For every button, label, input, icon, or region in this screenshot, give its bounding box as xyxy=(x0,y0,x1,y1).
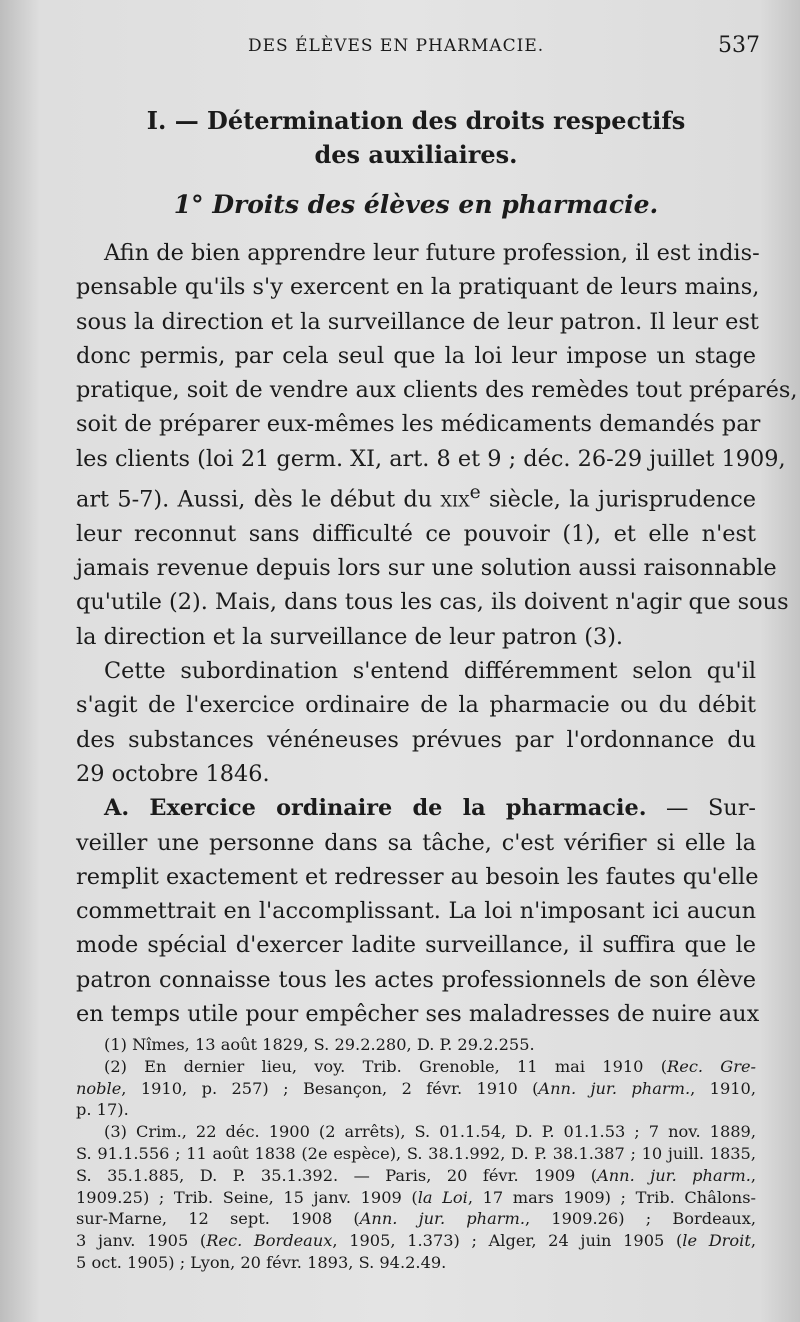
century-numeral: xix xyxy=(440,486,470,513)
footnote-2-cont xyxy=(76,1078,756,1100)
body-text xyxy=(76,236,798,1031)
text-line: jamais revenue depuis lors sur une solution aussi raisonnable xyxy=(76,555,777,582)
text-line: qu'utile (2). Mais, dans tous les cas, ils doivent n'agir que sous xyxy=(76,589,789,616)
text-line: leur reconnut sans difficulté ce pouvoir (1), et elle n'est xyxy=(76,520,756,547)
footnotes xyxy=(76,1034,756,1274)
text-line: remplit exactement et redresser au besoin les fautes qu'elle xyxy=(76,863,759,890)
section-heading xyxy=(76,104,756,172)
text-line: donc permis, par cela seul que la loi leur impose un stage xyxy=(76,342,756,369)
text-line: des substances vénéneuses prévues par l'ordonnance du xyxy=(76,726,756,753)
footnote-3-cont: S. 91.1.556 ; 11 août 1838 (2e espèce), S. 38.1.992, D. P. 38.1.387 ; 10 juill. 1835, xyxy=(76,1143,756,1163)
text-line: soit de préparer eux-mêmes les médicaments demandés par xyxy=(76,411,761,438)
footnote-3-cont xyxy=(76,1187,756,1209)
text-run: , 1909.26) ; Bordeaux, xyxy=(524,1209,757,1229)
footnote-3: (3) Crim., 22 déc. 1900 (2 arrêts), S. 01.1.54, D. P. 01.1.53 ; 7 nov. 1889, xyxy=(104,1122,756,1142)
text-run: , 17 mars 1909) ; Trib. Châlons- xyxy=(467,1187,756,1207)
superscript: e xyxy=(469,482,481,504)
citation-title: le Droit xyxy=(682,1231,751,1251)
text-line: pensable qu'ils s'y exercent en la pratiquant de leurs mains, xyxy=(76,274,760,301)
text-line xyxy=(76,476,756,517)
citation-title: Ann. jur. pharm. xyxy=(359,1209,525,1229)
footnote-2 xyxy=(76,1056,756,1078)
text-line: s'agit de l'exercice ordinaire de la pharmacie ou du débit xyxy=(76,692,756,719)
text-line: 29 octobre 1846. xyxy=(76,760,270,787)
subsection-heading: A. Exercice ordinaire de la pharmacie. xyxy=(104,795,647,822)
text-line xyxy=(76,791,756,825)
text-run: , 1905, 1.373) ; Alger, 24 juin 1905 ( xyxy=(332,1231,683,1251)
text-run: S. 35.1.885, D. P. 35.1.392. — Paris, 20 févr. 1909 ( xyxy=(76,1165,598,1185)
text-line: veiller une personne dans sa tâche, c'est vérifier si elle la xyxy=(76,829,756,856)
text-run: art 5-7). Aussi, dès le début du xyxy=(76,486,441,513)
citation-title: Rec. Gre- xyxy=(667,1056,756,1076)
text-line: les clients (loi 21 germ. XI, art. 8 et 9 ; déc. 26-29 juillet 1909, xyxy=(76,445,786,472)
text-run: , 1910, xyxy=(690,1078,756,1098)
footnote-3-cont xyxy=(76,1208,756,1230)
text-line: sous la direction et la surveillance de leur patron. Il leur est xyxy=(76,308,759,335)
citation-title: la Loi xyxy=(417,1187,468,1207)
citation-title: Ann. jur. pharm. xyxy=(538,1078,691,1098)
page-header xyxy=(76,33,766,66)
text-line: pratique, soit de vendre aux clients des remèdes tout préparés, xyxy=(76,377,798,404)
footnote-3-cont xyxy=(76,1165,756,1187)
text-line: en temps utile pour empêcher ses maladresses de nuire aux xyxy=(76,1001,760,1027)
citation-title: noble xyxy=(76,1078,122,1098)
text-run: , xyxy=(750,1231,757,1251)
text-run: (2) En dernier lieu, voy. Trib. Grenoble, 11 mai 1910 ( xyxy=(104,1056,668,1076)
text-line: commettrait en l'accomplissant. La loi n'imposant ici aucun xyxy=(76,898,756,925)
citation-title: Ann. jur. pharm. xyxy=(597,1165,751,1185)
footnote-2-cont: p. 17). xyxy=(76,1100,129,1120)
sub-heading: 1° Droits des élèves en pharmacie. xyxy=(173,190,659,219)
text-run: 1909.25) ; Trib. Seine, 15 janv. 1909 ( xyxy=(76,1187,418,1207)
text-run: sur-Marne, 12 sept. 1908 ( xyxy=(76,1209,360,1229)
text-run: 3 janv. 1905 ( xyxy=(76,1231,207,1251)
section-heading-line-2: des auxiliaires. xyxy=(314,140,518,169)
footnote-3-cont: 5 oct. 1905) ; Lyon, 20 févr. 1893, S. 94.2.49. xyxy=(76,1252,447,1272)
text-line: mode spécial d'exercer ladite surveillance, il suffira que le xyxy=(76,932,756,959)
footnote-1: (1) Nîmes, 13 août 1829, S. 29.2.280, D. P. 29.2.255. xyxy=(104,1035,535,1054)
citation-title: Rec. Bordeaux xyxy=(206,1231,333,1251)
running-head: DES ÉLÈVES EN PHARMACIE. xyxy=(248,36,545,56)
text-line: Cette subordination s'entend différemment selon qu'il xyxy=(104,658,756,685)
text-line: patron connaisse tous les actes professionnels de son élève xyxy=(76,966,756,993)
text-run: , 1910, p. 257) ; Besançon, 2 févr. 1910 ( xyxy=(121,1078,539,1098)
text-run: , xyxy=(750,1165,756,1185)
section-heading-line-1: I. — Détermination des droits respectifs xyxy=(146,106,686,135)
text-run: siècle, la jurisprudence xyxy=(480,486,756,513)
footnote-3-cont xyxy=(76,1230,756,1252)
text-line: Afin de bien apprendre leur future profession, il est indis- xyxy=(104,240,760,266)
text-line: la direction et la surveillance de leur patron (3). xyxy=(76,623,624,650)
text-run: — Sur- xyxy=(646,795,756,822)
page-number: 537 xyxy=(718,33,760,58)
